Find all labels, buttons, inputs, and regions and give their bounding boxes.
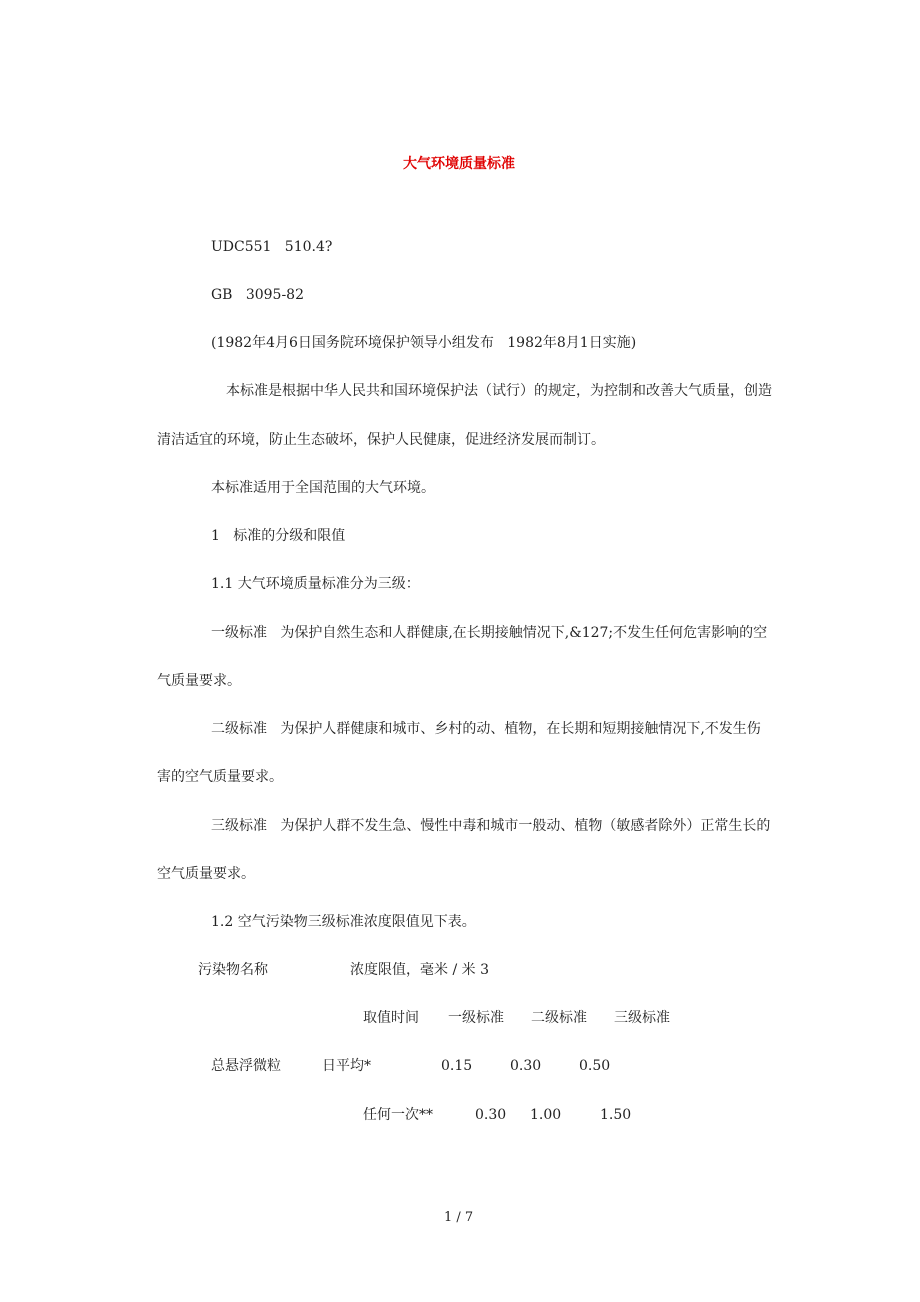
table-row-1-grade-1: 0.15 — [441, 1058, 473, 1074]
table-row-2-time: 任何一次** — [363, 1107, 433, 1123]
table-row-2-grade-1: 0.30 — [475, 1107, 507, 1123]
table-row-1-grade-2: 0.30 — [510, 1058, 542, 1074]
scope-paragraph: 本标准适用于全国范围的大气环境。 — [211, 480, 435, 496]
udc-code: UDC551 510.4? — [211, 239, 333, 255]
section-1-2-heading: 1.2 空气污染物三级标准浓度限值见下表。 — [211, 914, 476, 930]
table-row-1-time: 日平均* — [322, 1058, 371, 1074]
table-header-limit: 浓度限值，毫米 / 米 3 — [350, 962, 489, 978]
table-header-grade-1: 一级标准 — [448, 1010, 504, 1026]
table-header-grade-2: 二级标准 — [531, 1010, 587, 1026]
table-header-grade-3: 三级标准 — [614, 1010, 670, 1026]
intro-paragraph-line-1: 本标准是根据中华人民共和国环境保护法（试行）的规定，为控制和改善大气质量，创造 — [226, 383, 772, 399]
grade-3-line-1: 三级标准 为保护人群不发生急、慢性中毒和城市一般动、植物（敏感者除外）正常生长的 — [211, 818, 771, 834]
gb-code: GB 3095-82 — [211, 287, 304, 303]
grade-1-line-1: 一级标准 为保护自然生态和人群健康,在长期接触情况下,&127;不发生任何危害影响的空 — [211, 625, 768, 641]
section-1-heading: 1 标准的分级和限值 — [211, 528, 346, 544]
intro-paragraph-line-2: 清洁适宜的环境，防止生态破坏，保护人民健康，促进经济发展而制订。 — [157, 432, 605, 448]
grade-3-line-2: 空气质量要求。 — [157, 866, 255, 882]
issue-note: (1982年4月6日国务院环境保护领导小组发布 1982年8月1日实施) — [211, 335, 637, 351]
table-row-2-grade-3: 1.50 — [600, 1107, 632, 1123]
grade-2-line-1: 二级标准 为保护人群健康和城市、乡村的动、植物，在长期和短期接触情况下,不发生伤 — [211, 721, 761, 737]
table-row-1-pollutant: 总悬浮微粒 — [211, 1058, 281, 1074]
table-header-pollutant: 污染物名称 — [198, 962, 268, 978]
grade-2-line-2: 害的空气质量要求。 — [157, 769, 283, 785]
table-header-time: 取值时间 — [363, 1010, 419, 1026]
table-row-2-grade-2: 1.00 — [530, 1107, 562, 1123]
table-row-1-grade-3: 0.50 — [579, 1058, 611, 1074]
document-title: 大气环境质量标准 — [403, 156, 515, 172]
page-number: 1 / 7 — [444, 1210, 474, 1225]
section-1-1-heading: 1.1 大气环境质量标准分为三级： — [211, 576, 420, 592]
grade-1-line-2: 气质量要求。 — [157, 673, 241, 689]
